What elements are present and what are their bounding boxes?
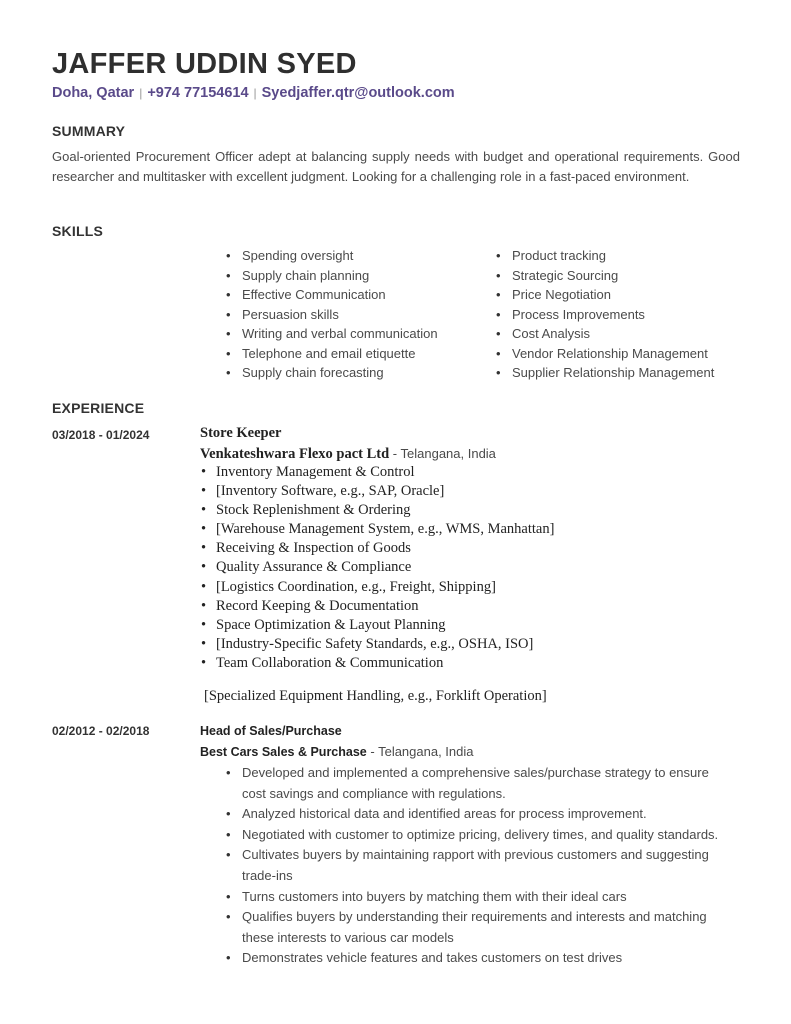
job-bullet: • Record Keeping & Documentation (200, 597, 554, 616)
skill-item: • Writing and verbal communication (226, 324, 438, 344)
summary-heading: SUMMARY (52, 123, 126, 139)
email-link[interactable]: Syedjaffer.qtr@outlook.com (261, 85, 455, 101)
skills-heading: SKILLS (52, 223, 103, 239)
job-bullet: • Turns customers into buyers by matching them with their ideal cars (226, 887, 726, 908)
job-bullet: • Developed and implemented a comprehensive sales/purchase strategy to ensure cost savings and compliance with regulations. (226, 763, 726, 804)
company-location: - Telangana, India (366, 744, 474, 759)
skill-item: • Persuasion skills (226, 305, 438, 325)
skill-item: • Cost Analysis (496, 324, 714, 344)
job-bullet: • Stock Replenishment & Ordering (200, 501, 554, 520)
skill-item: • Spending oversight (226, 246, 438, 266)
job-bullet: • Analyzed historical data and identified areas for process improvement. (226, 804, 726, 825)
contact-separator: | (253, 86, 257, 100)
job-bullet: • [Inventory Software, e.g., SAP, Oracle] (200, 482, 554, 501)
skill-item: • Effective Communication (226, 285, 438, 305)
skill-item: • Price Negotiation (496, 285, 714, 305)
skill-item: • Vendor Relationship Management (496, 344, 714, 364)
job-bullet: • Qualifies buyers by understanding their requirements and interests and matching these interests to various car models (226, 907, 726, 948)
summary-text: Goal-oriented Procurement Officer adept at balancing supply needs with budget and operational requirements. Good researcher and multitasker with excellent judgment. Looking for a challenging role in a fast-paced environment. (52, 149, 740, 184)
job-bullet: • Receiving & Inspection of Goods (200, 539, 554, 558)
job-bullet: • [Logistics Coordination, e.g., Freight, Shipping] (200, 578, 554, 597)
skills-list-right (496, 246, 714, 383)
job-bullet: • Team Collaboration & Communication (200, 654, 554, 673)
job-company-line (200, 743, 474, 761)
job-extra-line: [Specialized Equipment Handling, e.g., Forklift Operation] (204, 688, 547, 704)
location-text: Doha, Qatar (52, 85, 135, 101)
skill-item: • Supplier Relationship Management (496, 363, 714, 383)
job-bullet: • Cultivates buyers by maintaining rapport with previous customers and suggesting trade-ins (226, 845, 726, 886)
contact-separator: | (139, 86, 143, 100)
skill-item: • Supply chain forecasting (226, 363, 438, 383)
skills-list-left (226, 246, 438, 383)
experience-heading: EXPERIENCE (52, 400, 145, 416)
job-company-line (200, 445, 496, 463)
job-title: Head of Sales/Purchase (200, 724, 342, 738)
job-bullet: • Negotiated with customer to optimize pricing, delivery times, and quality standards. (226, 825, 726, 846)
phone-text: +974 77154614 (147, 85, 249, 101)
job-bullets (226, 763, 726, 969)
job-dates: 03/2018 - 01/2024 (52, 428, 150, 442)
skill-item: • Telephone and email etiquette (226, 344, 438, 364)
skill-item: • Supply chain planning (226, 266, 438, 286)
skill-item: • Product tracking (496, 246, 714, 266)
candidate-name: JAFFER UDDIN SYED (52, 48, 357, 80)
job-bullet: • Demonstrates vehicle features and takes customers on test drives (226, 948, 726, 969)
company-name: Venkateshwara Flexo pact Ltd (200, 446, 390, 462)
job-bullet: • Inventory Management & Control (200, 463, 554, 482)
job-bullet: • [Industry-Specific Safety Standards, e.g., OSHA, ISO] (200, 635, 554, 654)
company-name: Best Cars Sales & Purchase (200, 745, 367, 759)
job-bullet: • Quality Assurance & Compliance (200, 558, 554, 577)
contact-line (52, 85, 455, 101)
job-title: Store Keeper (200, 425, 282, 441)
skill-item: • Process Improvements (496, 305, 714, 325)
job-bullets (200, 463, 554, 673)
company-location: - Telangana, India (389, 446, 496, 461)
job-bullet: • [Warehouse Management System, e.g., WMS, Manhattan] (200, 520, 554, 539)
skill-item: • Strategic Sourcing (496, 266, 714, 286)
job-dates: 02/2012 - 02/2018 (52, 724, 150, 738)
job-bullet: • Space Optimization & Layout Planning (200, 616, 554, 635)
